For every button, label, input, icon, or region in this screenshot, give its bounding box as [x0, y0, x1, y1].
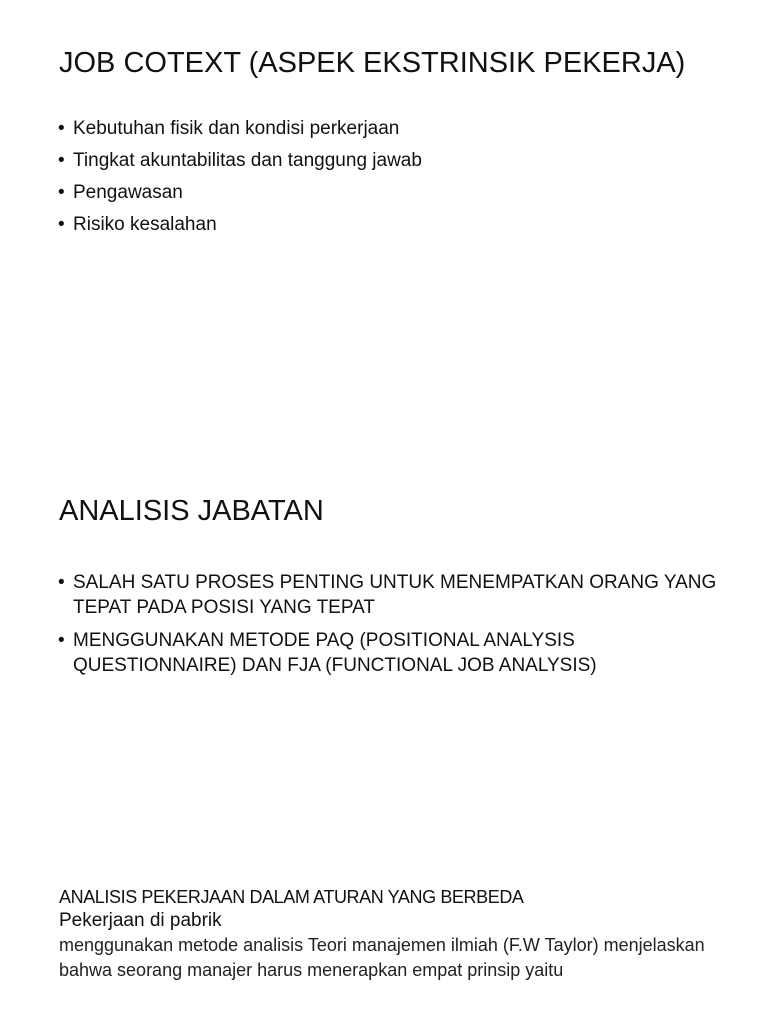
section-heading: ANALISIS PEKERJAAN DALAM ATURAN YANG BERBEDA — [59, 887, 524, 907]
list-item — [58, 181, 422, 205]
section-subheading: Pekerjaan di pabrik — [59, 910, 222, 931]
bullet-icon: • — [58, 182, 65, 203]
bullet-icon: • — [58, 118, 65, 139]
list-item — [58, 570, 718, 620]
bullet-icon: • — [58, 214, 65, 235]
slide-title: ANALISIS JABATAN — [59, 495, 324, 527]
list-item — [58, 213, 422, 237]
bullet-list — [58, 570, 718, 686]
bullet-icon: • — [58, 630, 65, 651]
list-item — [58, 628, 718, 678]
bullet-text: SALAH SATU PROSES PENTING UNTUK MENEMPATKAN ORANG YANG TEPAT PADA POSISI YANG TEPAT — [73, 572, 717, 618]
bullet-text: Pengawasan — [73, 182, 183, 203]
list-item — [58, 117, 422, 141]
bullet-text: Risiko kesalahan — [73, 214, 217, 235]
bullet-text: Kebutuhan fisik dan kondisi perkerjaan — [73, 118, 400, 139]
text-block — [59, 885, 739, 983]
bullet-list — [58, 117, 422, 245]
body-paragraph: menggunakan metode analisis Teori manajemen ilmiah (F.W Taylor) menjelaskan bahwa seorang manajer harus menerapkan empat prinsip yaitu — [59, 935, 705, 980]
list-item — [58, 149, 422, 173]
bullet-text: Tingkat akuntabilitas dan tanggung jawab — [73, 150, 422, 171]
bullet-text: MENGGUNAKAN METODE PAQ (POSITIONAL ANALYSIS QUESTIONNAIRE) DAN FJA (FUNCTIONAL JOB ANALYSIS) — [73, 630, 597, 676]
slide-title: JOB COTEXT (ASPEK EKSTRINSIK PEKERJA) — [59, 47, 686, 79]
bullet-icon: • — [58, 572, 65, 593]
bullet-icon: • — [58, 150, 65, 171]
